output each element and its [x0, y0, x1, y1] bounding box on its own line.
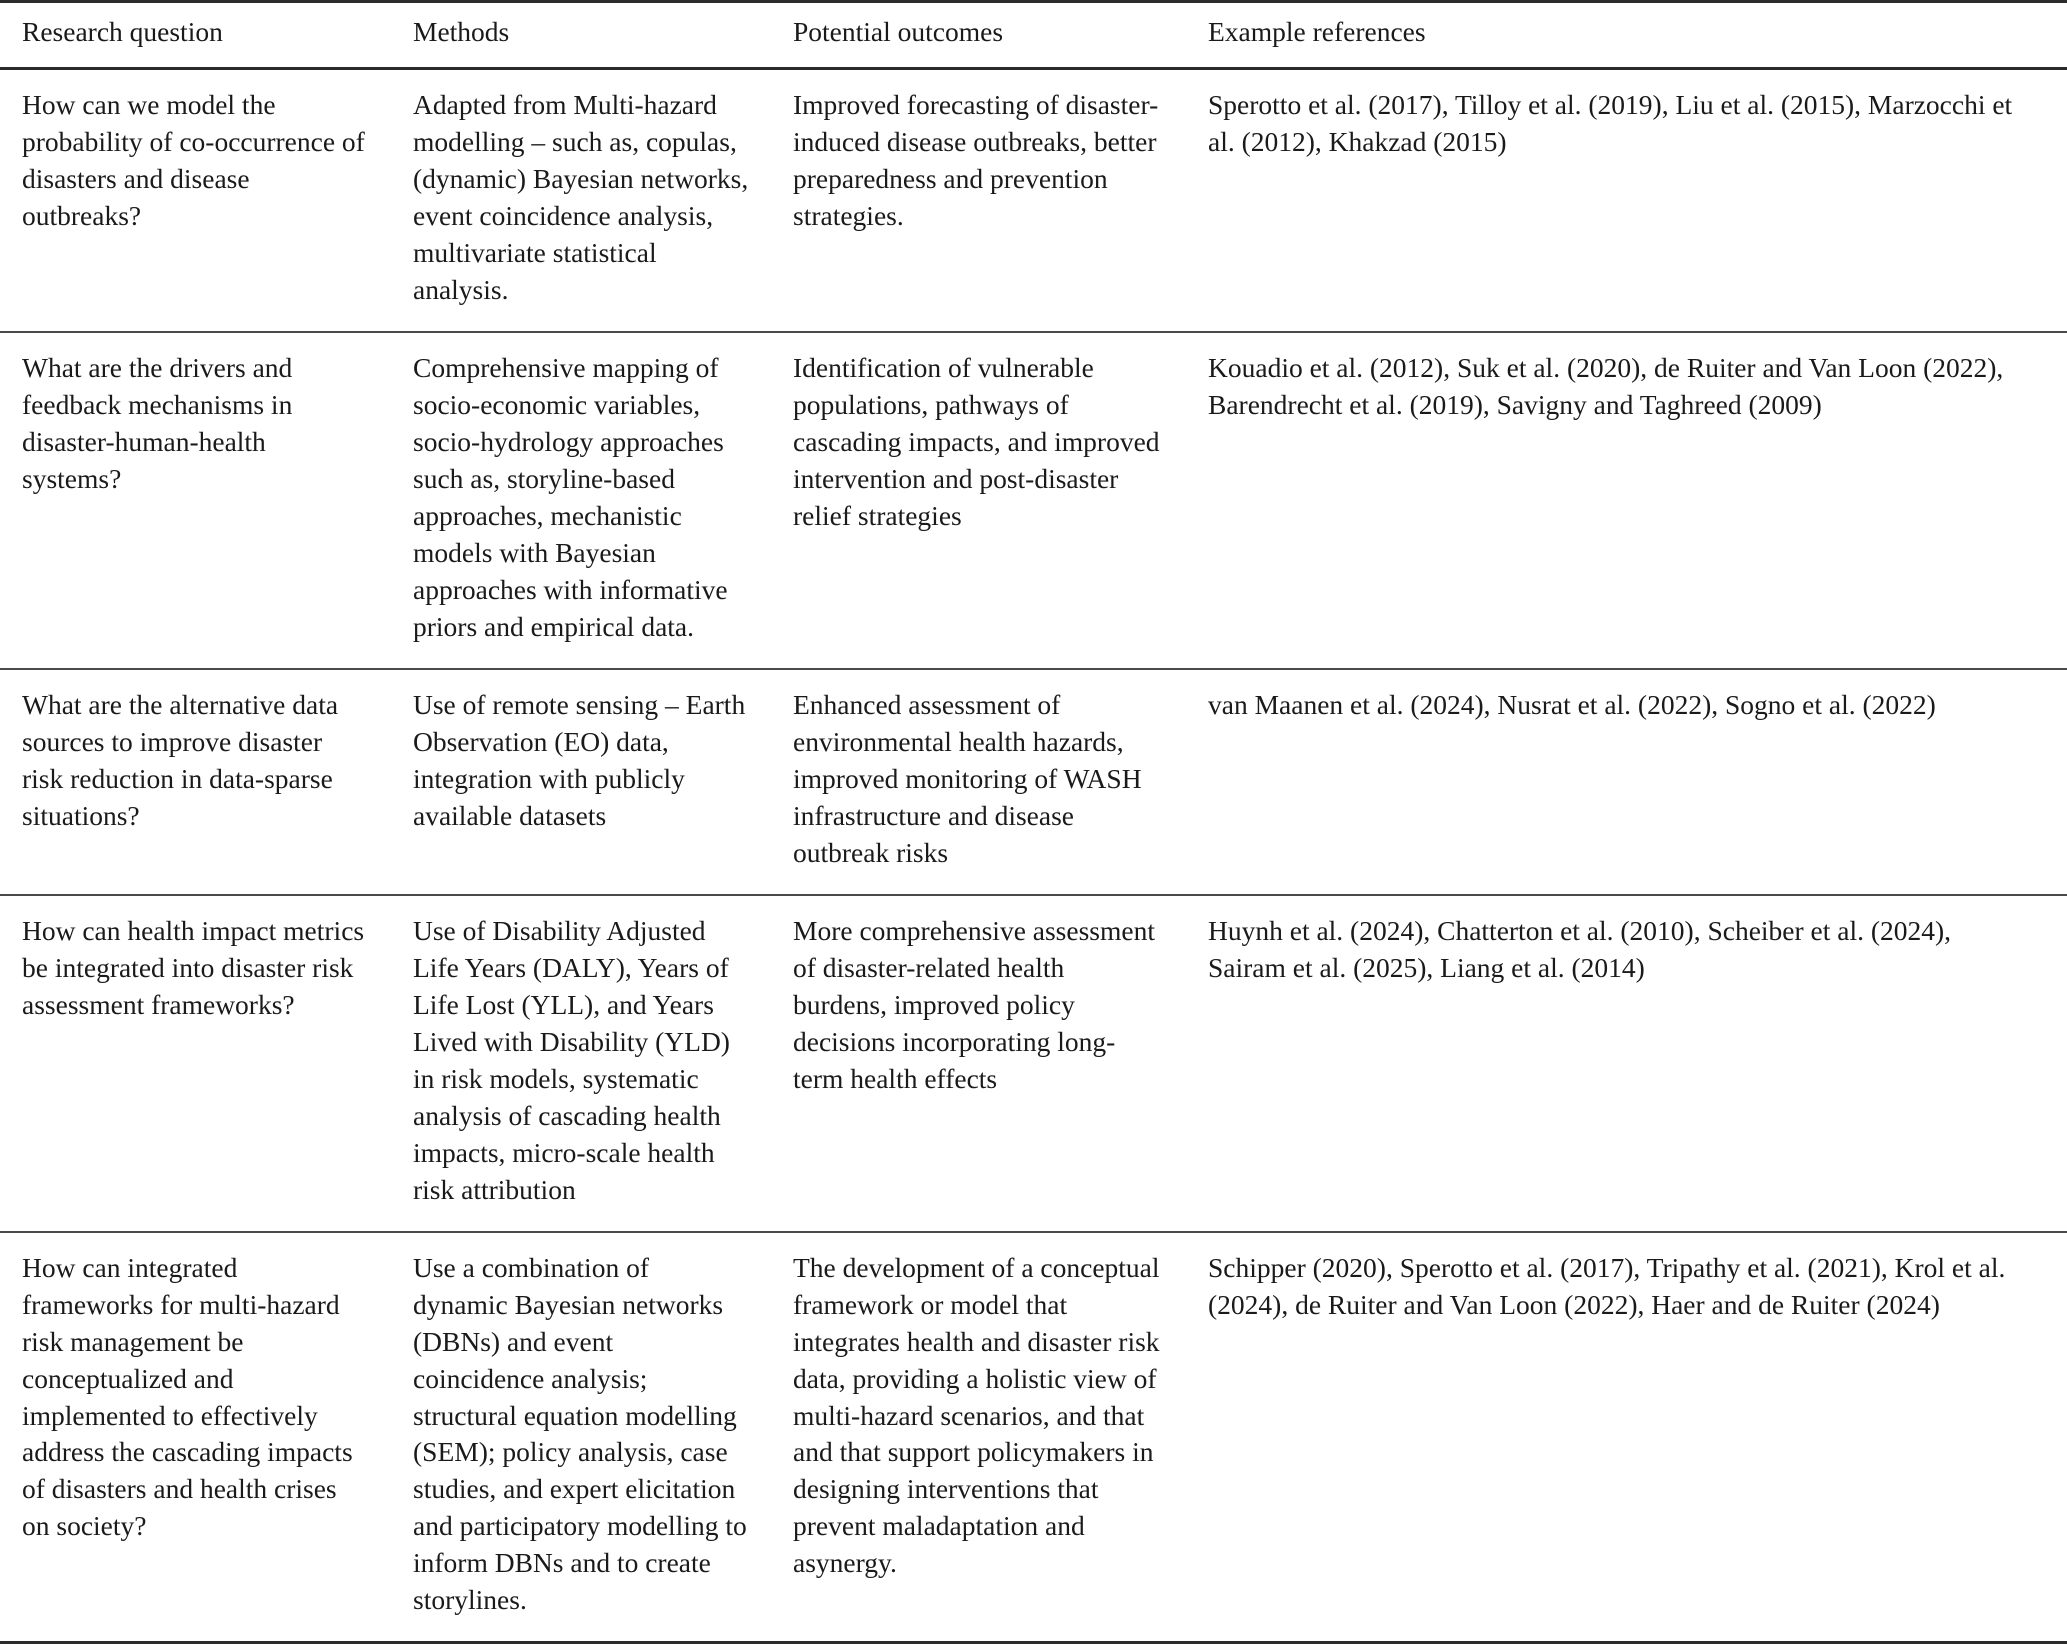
cell-methods: Use of Disability Adjusted Life Years (DALY), Years of Life Lost (YLL), and Years Lived with Disability (YLD) in risk models, systematic analysis of cascading health impacts, micro-scale health risk attribution — [395, 895, 775, 1232]
cell-methods: Use of remote sensing – Earth Observation (EO) data, integration with publicly available datasets — [395, 669, 775, 895]
cell-potential-outcomes: Identification of vulnerable populations, pathways of cascading impacts, and improved intervention and post-disaster relief strategies — [775, 332, 1188, 669]
cell-research-question: What are the drivers and feedback mechanisms in disaster-human-health systems? — [0, 332, 395, 669]
column-header-methods: Methods — [395, 2, 775, 69]
cell-methods: Adapted from Multi-hazard modelling – such as, copulas, (dynamic) Bayesian networks, event coincidence analysis, multivariate statistical analysis. — [395, 68, 775, 331]
cell-methods: Comprehensive mapping of socio-economic variables, socio-hydrology approaches such as, storyline-based approaches, mechanistic models with Bayesian approaches with informative priors and empirical data. — [395, 332, 775, 669]
cell-research-question: How can integrated frameworks for multi-hazard risk management be conceptualized and implemented to effectively address the cascading impacts of disasters and health crises on society? — [0, 1232, 395, 1643]
column-header-potential-outcomes: Potential outcomes — [775, 2, 1188, 69]
table-row — [0, 1232, 2067, 1643]
cell-potential-outcomes: The development of a conceptual framework or model that integrates health and disaster risk data, providing a holistic view of multi-hazard scenarios, and that and that support policymakers in designing interventions that prevent maladaptation and asynergy. — [775, 1232, 1188, 1643]
cell-research-question: What are the alternative data sources to improve disaster risk reduction in data-sparse situations? — [0, 669, 395, 895]
cell-example-references: Schipper (2020), Sperotto et al. (2017), Tripathy et al. (2021), Krol et al. (2024), de Ruiter and Van Loon (2022), Haer and de Ruiter (2024) — [1188, 1232, 2067, 1643]
cell-potential-outcomes: Improved forecasting of disaster-induced disease outbreaks, better preparedness and prevention strategies. — [775, 68, 1188, 331]
table-header — [0, 2, 2067, 69]
table-row — [0, 895, 2067, 1232]
column-header-example-references: Example references — [1188, 2, 2067, 69]
cell-potential-outcomes: More comprehensive assessment of disaster-related health burdens, improved policy decisions incorporating long-term health effects — [775, 895, 1188, 1232]
cell-potential-outcomes: Enhanced assessment of environmental health hazards, improved monitoring of WASH infrastructure and disease outbreak risks — [775, 669, 1188, 895]
cell-research-question: How can health impact metrics be integrated into disaster risk assessment frameworks? — [0, 895, 395, 1232]
cell-example-references: Kouadio et al. (2012), Suk et al. (2020), de Ruiter and Van Loon (2022), Barendrecht et al. (2019), Savigny and Taghreed (2009) — [1188, 332, 2067, 669]
table-body — [0, 68, 2067, 1642]
table-row — [0, 332, 2067, 669]
cell-methods: Use a combination of dynamic Bayesian networks (DBNs) and event coincidence analysis; structural equation modelling (SEM); policy analysis, case studies, and expert elicitation and participatory modelling to inform DBNs and to create storylines. — [395, 1232, 775, 1643]
cell-example-references: Huynh et al. (2024), Chatterton et al. (2010), Scheiber et al. (2024), Sairam et al. (2025), Liang et al. (2014) — [1188, 895, 2067, 1232]
column-header-research-question: Research question — [0, 2, 395, 69]
cell-research-question: How can we model the probability of co-occurrence of disasters and disease outbreaks? — [0, 68, 395, 331]
cell-example-references: Sperotto et al. (2017), Tilloy et al. (2019), Liu et al. (2015), Marzocchi et al. (2012), Khakzad (2015) — [1188, 68, 2067, 331]
table-row — [0, 669, 2067, 895]
table-header-row — [0, 2, 2067, 69]
table-row — [0, 68, 2067, 331]
cell-example-references: van Maanen et al. (2024), Nusrat et al. (2022), Sogno et al. (2022) — [1188, 669, 2067, 895]
